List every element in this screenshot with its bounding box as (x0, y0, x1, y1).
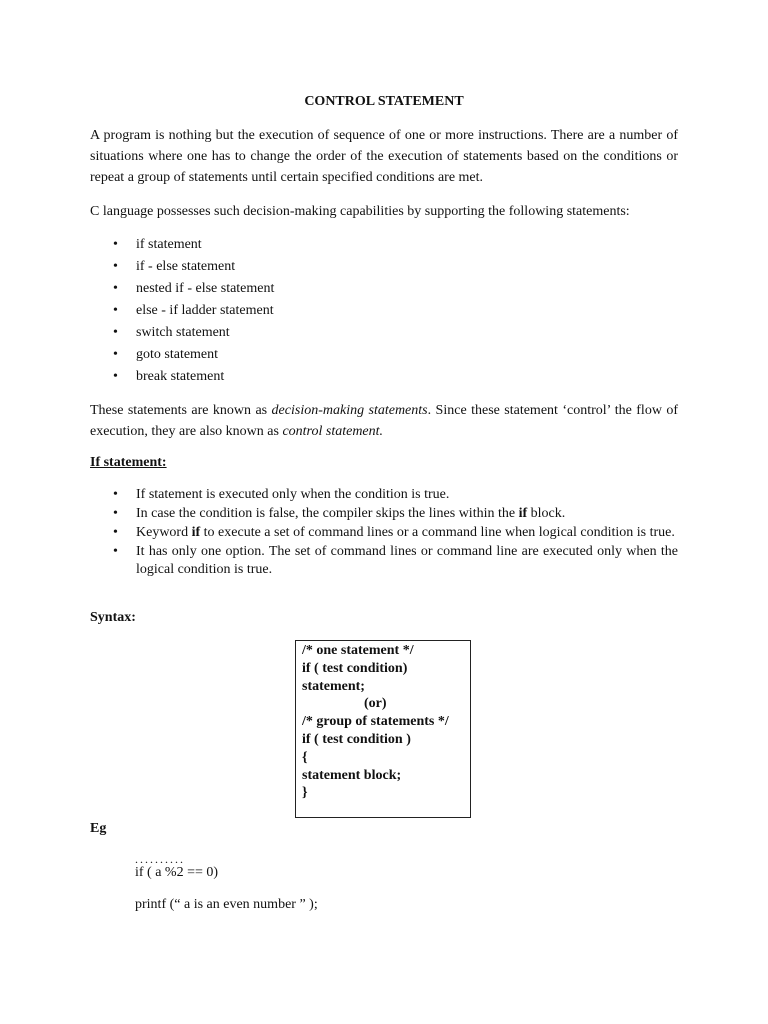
list-item: • switch statement (0, 322, 274, 344)
list-item: • break statement (0, 366, 274, 388)
syntax-box (295, 640, 471, 818)
bullet-icon: • (113, 347, 118, 362)
syntax-line: (or) (364, 696, 387, 712)
decision-making-term: decision-making statements (271, 403, 428, 418)
list-item: • if - else statement (0, 256, 274, 278)
bullet-icon: • (113, 237, 118, 252)
syntax-heading: Syntax: (90, 610, 136, 625)
if-statement-list (0, 486, 678, 580)
list-item: • else - if ladder statement (0, 300, 274, 322)
syntax-line: statement block; (302, 767, 402, 783)
list-item: • In case the condition is false, the compiler skips the lines within the if block. (113, 506, 566, 521)
capabilities-paragraph: C language possesses such decision-making capabilities by supporting the following statements: (90, 204, 630, 219)
control-statement-term: control statement. (282, 424, 384, 439)
syntax-line: /* group of statements */ (302, 714, 449, 730)
syntax-line: } (302, 785, 308, 801)
example-printf-line: printf (“ a is an even number ” ); (135, 897, 318, 912)
list-item: • if statement (0, 234, 274, 256)
bullet-icon: • (113, 325, 118, 340)
example-ellipsis: .......... (135, 852, 185, 866)
list-item: • nested if - else statement (0, 278, 274, 300)
syntax-line: statement; (302, 678, 365, 694)
bullet-icon: • (113, 544, 118, 559)
list-item: • It has only one option. The set of command lines or command line are executed only when the logical condition is true. (113, 544, 678, 577)
bullet-icon: • (113, 303, 118, 318)
syntax-line: { (302, 749, 308, 765)
intro-paragraph: A program is nothing but the execution of sequence of one or more instructions. There are a number of situations where one has to change the order of the execution of statements based on the conditions or repeat a group of statements until certain specified conditions are met. (90, 128, 678, 185)
bullet-icon: • (113, 506, 118, 521)
syntax-line: if ( test condition) (302, 660, 408, 676)
bullet-icon: • (113, 281, 118, 296)
bullet-icon: • (113, 525, 118, 540)
bullet-icon: • (113, 259, 118, 274)
syntax-line: /* one statement */ (302, 643, 414, 658)
if-statement-heading: If statement: (90, 455, 167, 470)
statement-list (0, 234, 274, 388)
page-title: CONTROL STATEMENT (304, 94, 464, 109)
example-if-line: if ( a %2 == 0) (135, 865, 219, 880)
list-item: • goto statement (0, 344, 274, 366)
bullet-icon: • (113, 487, 118, 502)
bullet-icon: • (113, 369, 118, 384)
list-item: • Keyword if to execute a set of command lines or a command line when logical condition is true. (113, 525, 675, 540)
known-as-paragraph: These statements are known as decision-making statements. Since these statement ‘control’ the flow of execution, they are also known as control statement. (90, 403, 679, 439)
syntax-line: if ( test condition ) (302, 731, 411, 747)
list-item: • If statement is executed only when the condition is true. (113, 487, 450, 502)
example-heading: Eg (90, 821, 107, 836)
